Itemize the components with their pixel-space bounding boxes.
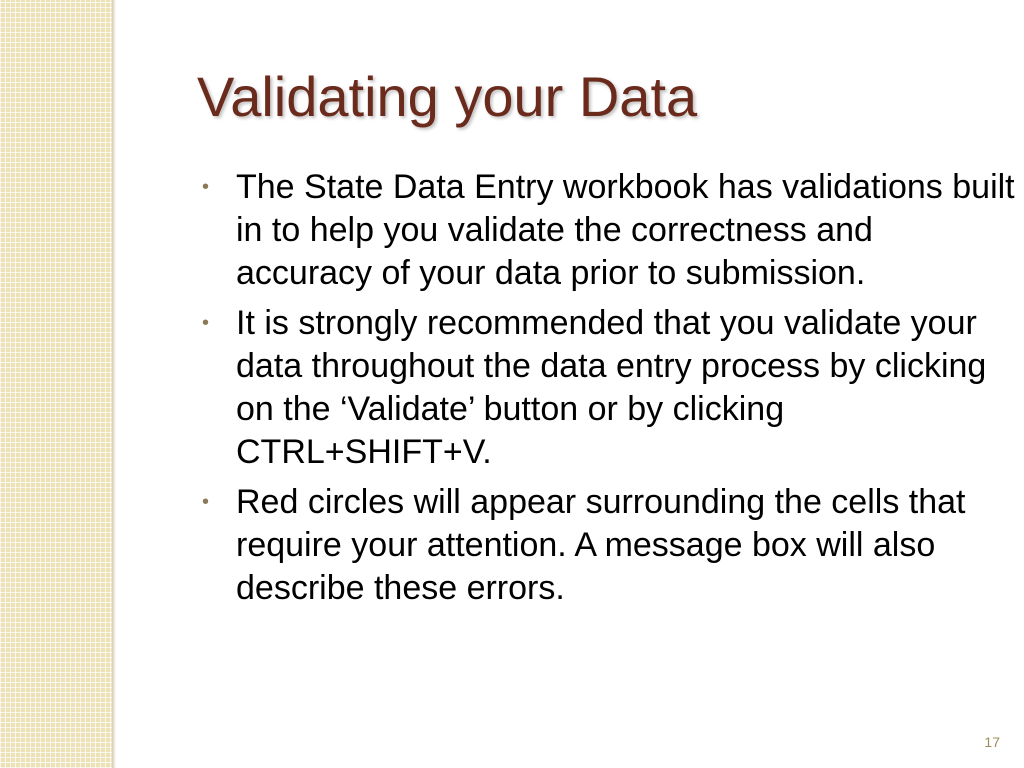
slide-title: Validating your Data [197, 65, 698, 128]
decorative-side-band [0, 0, 112, 768]
bullet-item-2 [200, 302, 1015, 474]
bullet-list [200, 166, 1015, 617]
bullet-text-3: Red circles will appear surrounding the cells that require your attention. A message box will also describe these errors. [236, 483, 966, 607]
bullet-dot-icon: • [202, 176, 210, 198]
page-number: 17 [984, 734, 1000, 750]
side-band-shadow [112, 0, 116, 768]
bullet-item-1 [200, 166, 1015, 295]
bullet-dot-icon: • [202, 312, 210, 334]
bullet-dot-icon: • [202, 491, 210, 513]
bullet-text-1: The State Data Entry workbook has validations built in to help you validate the correctness and accuracy of your data prior to submission. [236, 168, 1015, 292]
bullet-item-3 [200, 481, 1015, 610]
bullet-text-2: It is strongly recommended that you validate your data throughout the data entry process by clicking on the ‘Validate’ button or by clicking CTRL+SHIFT+V. [236, 304, 987, 471]
